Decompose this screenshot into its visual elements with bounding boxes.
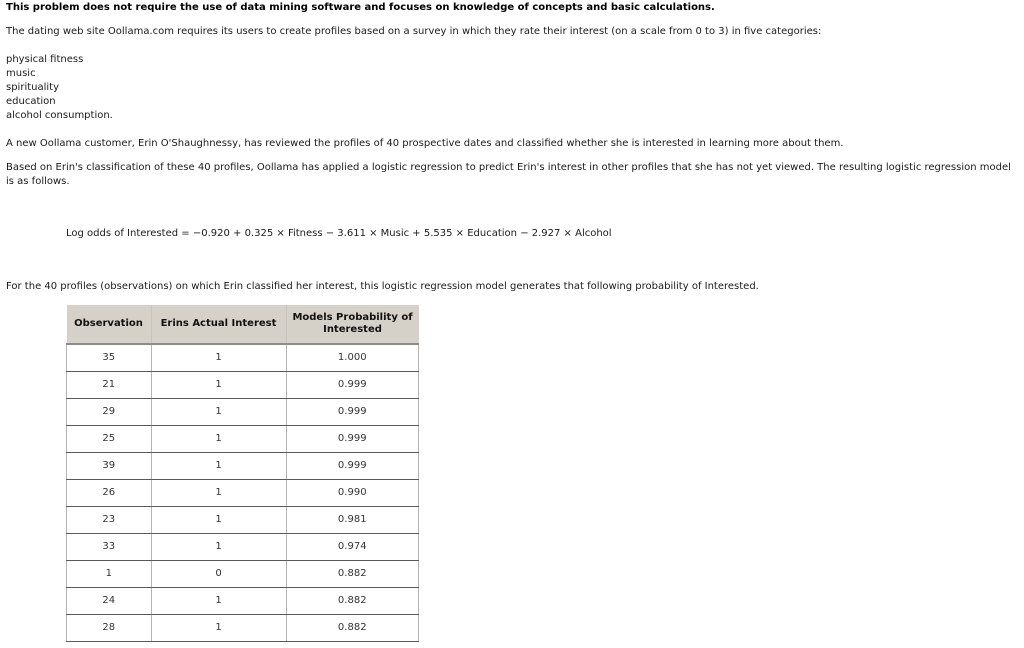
actual-interest-cell: 1 <box>151 507 286 534</box>
table-row <box>67 426 419 453</box>
table-row <box>67 561 419 588</box>
probability-cell: 0.882 <box>286 561 419 588</box>
table-row <box>67 372 419 399</box>
actual-interest-cell: 1 <box>151 344 286 372</box>
probability-cell: 0.882 <box>286 615 419 642</box>
actual-interest-cell: 1 <box>151 588 286 615</box>
table-row <box>67 507 419 534</box>
header-actual-interest: Erins Actual Interest <box>151 305 286 344</box>
actual-interest-cell: 1 <box>151 399 286 426</box>
observation-cell: 26 <box>67 480 152 507</box>
category-item: education <box>6 96 56 107</box>
observation-cell: 24 <box>67 588 152 615</box>
observation-cell: 29 <box>67 399 152 426</box>
probability-cell: 0.990 <box>286 480 419 507</box>
observation-cell: 35 <box>67 344 152 372</box>
category-item: alcohol consumption. <box>6 110 113 121</box>
observation-cell: 39 <box>67 453 152 480</box>
probability-table <box>66 305 419 642</box>
probability-cell: 0.882 <box>286 588 419 615</box>
table-body <box>67 344 419 642</box>
probability-cell: 1.000 <box>286 344 419 372</box>
actual-interest-cell: 1 <box>151 534 286 561</box>
observation-cell: 21 <box>67 372 152 399</box>
observation-cell: 23 <box>67 507 152 534</box>
table-row <box>67 344 419 372</box>
category-item: music <box>6 68 36 79</box>
actual-interest-cell: 1 <box>151 480 286 507</box>
intro-paragraph: The dating web site Oollama.com requires its users to create profiles based on a survey in which they rate their interest (on a scale from 0 to 3) in five categories: <box>6 26 822 37</box>
model-paragraph: Based on Erin's classification of these 40 profiles, Oollama has applied a logistic regression to predict Erin's interest in other profiles that she has not yet viewed. The resulting logistic regression model is as follows. <box>6 162 1011 187</box>
observation-cell: 33 <box>67 534 152 561</box>
actual-interest-cell: 1 <box>151 453 286 480</box>
problem-heading: This problem does not require the use of data mining software and focuses on knowledge of concepts and basic calculations. <box>6 2 715 13</box>
probability-cell: 0.974 <box>286 534 419 561</box>
probability-cell: 0.999 <box>286 372 419 399</box>
table-row <box>67 588 419 615</box>
observation-cell: 25 <box>67 426 152 453</box>
actual-interest-cell: 1 <box>151 615 286 642</box>
category-list <box>6 53 113 123</box>
table-row <box>67 453 419 480</box>
actual-interest-cell: 1 <box>151 426 286 453</box>
header-model-probability: Models Probability of Interested <box>286 305 419 344</box>
table-intro-paragraph: For the 40 profiles (observations) on which Erin classified her interest, this logistic regression model generates that following probability of Interested. <box>6 281 759 292</box>
probability-cell: 0.999 <box>286 453 419 480</box>
probability-cell: 0.999 <box>286 426 419 453</box>
observation-cell: 1 <box>67 561 152 588</box>
actual-interest-cell: 1 <box>151 372 286 399</box>
table-row <box>67 399 419 426</box>
observation-cell: 28 <box>67 615 152 642</box>
probability-cell: 0.999 <box>286 399 419 426</box>
category-item: physical fitness <box>6 54 84 65</box>
category-item: spirituality <box>6 82 60 93</box>
table-row <box>67 534 419 561</box>
table-row <box>67 480 419 507</box>
regression-formula: Log odds of Interested = −0.920 + 0.325 × Fitness − 3.611 × Music + 5.535 × Education − 2.927 × Alcohol <box>66 228 612 239</box>
table-header-row <box>67 305 419 344</box>
actual-interest-cell: 0 <box>151 561 286 588</box>
customer-paragraph: A new Oollama customer, Erin O'Shaughnessy, has reviewed the profiles of 40 prospective dates and classified whether she is interested in learning more about them. <box>6 138 844 149</box>
table-row <box>67 615 419 642</box>
header-observation: Observation <box>67 305 152 344</box>
probability-cell: 0.981 <box>286 507 419 534</box>
